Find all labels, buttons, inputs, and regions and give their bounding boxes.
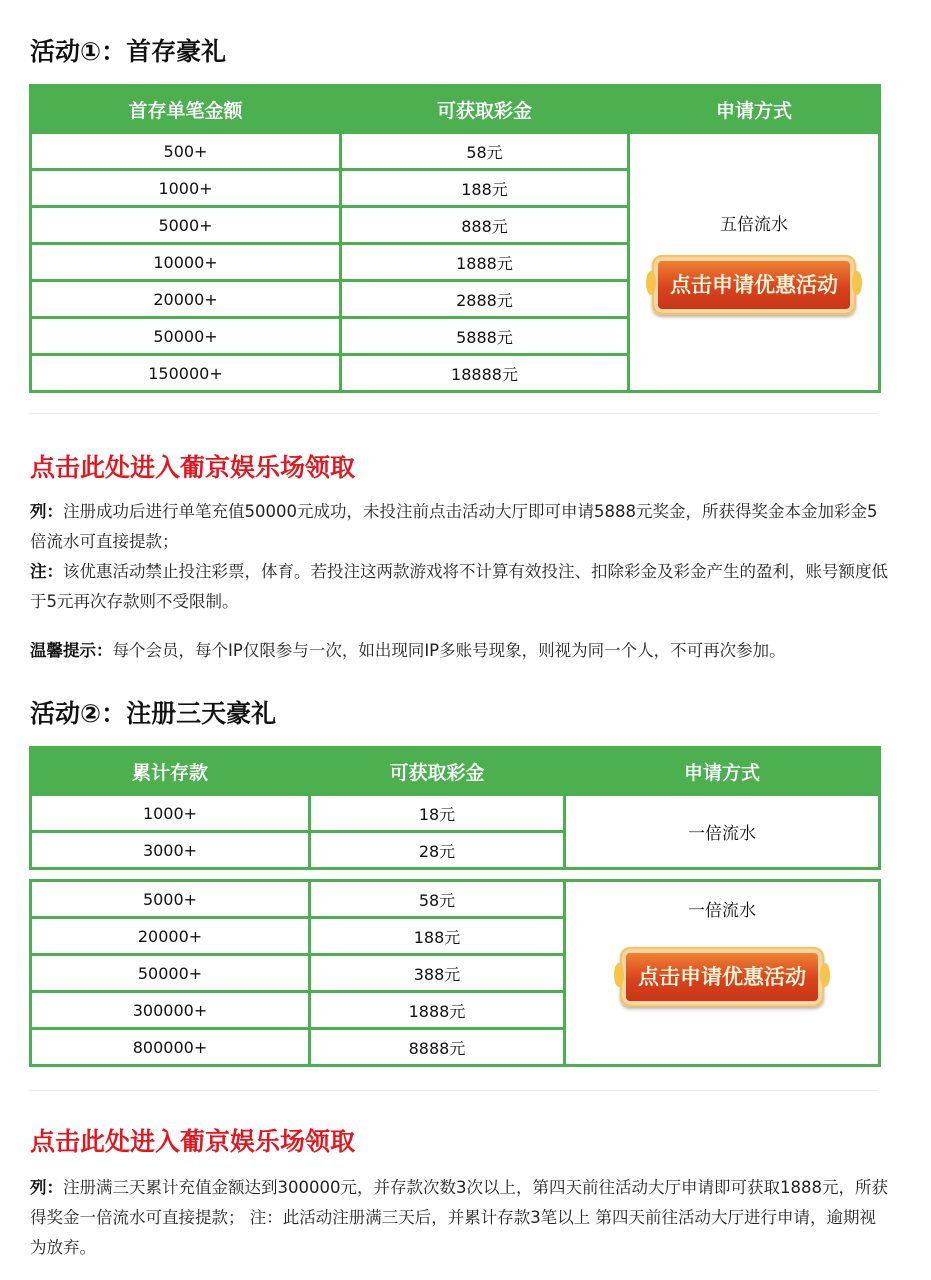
bonus-cell: 888元 [341,207,629,244]
deposit-cell: 800000+ [31,1029,310,1066]
activity2-title: 活动②：注册三天豪礼 [30,699,277,728]
deposit-cell: 10000+ [31,244,341,281]
activity1-tip [30,636,888,666]
header-bonus: 可获取彩金 [341,86,629,133]
bonus-cell: 28元 [310,832,565,869]
bonus-cell: 58元 [341,133,629,170]
example-text: 注册满三天累计充值金额达到300000元，并存款次数3次以上，第四天前往活动大厅申请即可获取1888元，所获得奖金一倍流水可直接提款； 注：此活动注册满三天后，并累计存款3笔以上 第四天前往活动大厅进行申请，逾期视为放弃。 [30,1178,888,1257]
divider [29,1090,878,1091]
deposit-cell: 3000+ [31,832,310,869]
activity1-rules [30,497,888,617]
wager-requirement: 五倍流水 [720,214,788,235]
method-cell [565,881,880,1066]
deposit-cell: 1000+ [31,795,310,832]
activity1-table [29,84,881,393]
wager-requirement: 一倍流水 [688,824,756,844]
tip-label: 温馨提示： [30,641,113,660]
activity2-table-b [29,879,881,1067]
restriction-label: 注： [30,562,63,581]
bonus-cell: 1888元 [310,992,565,1029]
bonus-cell: 2888元 [341,281,629,318]
header-method: 申请方式 [565,748,880,795]
header-deposit: 首存单笔金额 [31,86,341,133]
bonus-cell: 188元 [310,918,565,955]
deposit-cell: 500+ [31,133,341,170]
activity2-table-a [29,746,881,870]
header-method: 申请方式 [629,86,880,133]
apply-promo-button[interactable]: 点击申请优惠活动 [620,947,824,1007]
restriction-note [30,557,888,617]
enter-casino-link[interactable]: 点击此处进入葡京娱乐场领取 [30,1127,356,1156]
method-cell [565,795,880,869]
deposit-cell: 5000+ [31,207,341,244]
activity2-rules [30,1173,888,1263]
header-cumulative-deposit: 累计存款 [31,748,310,795]
bonus-cell: 188元 [341,170,629,207]
deposit-cell: 1000+ [31,170,341,207]
apply-promo-button[interactable]: 点击申请优惠活动 [652,255,856,315]
bonus-cell: 58元 [310,881,565,918]
method-cell [629,133,880,392]
example-note [30,497,888,557]
bonus-cell: 8888元 [310,1029,565,1066]
deposit-cell: 50000+ [31,955,310,992]
deposit-cell: 300000+ [31,992,310,1029]
deposit-cell: 20000+ [31,918,310,955]
deposit-cell: 50000+ [31,318,341,355]
deposit-cell: 20000+ [31,281,341,318]
bonus-cell: 18元 [310,795,565,832]
enter-casino-link[interactable]: 点击此处进入葡京娱乐场领取 [30,453,356,482]
deposit-cell: 150000+ [31,355,341,392]
bonus-cell: 18888元 [341,355,629,392]
table-row [31,795,880,832]
example-label: 列： [30,502,63,521]
table-row [31,881,880,918]
tip-text: 每个会员，每个IP仅限参与一次，如出现同IP多账号现象，则视为同一个人，不可再次参加。 [112,641,786,660]
example-label: 列： [30,1178,63,1197]
activity1-title: 活动①：首存豪礼 [30,37,227,66]
example-text: 注册成功后进行单笔充值50000元成功，未投注前点击活动大厅即可申请5888元奖金，所获得奖金本金加彩金5倍流水可直接提款； [30,502,878,551]
wager-requirement: 一倍流水 [688,901,756,921]
bonus-cell: 388元 [310,955,565,992]
divider [29,413,878,414]
restriction-text: 该优惠活动禁止投注彩票，体育。若投注这两款游戏将不计算有效投注、扣除彩金及彩金产生的盈利，账号额度低于5元再次存款则不受限制。 [30,562,888,611]
header-bonus: 可获取彩金 [310,748,565,795]
bonus-cell: 5888元 [341,318,629,355]
bonus-cell: 1888元 [341,244,629,281]
deposit-cell: 5000+ [31,881,310,918]
table-row [31,133,880,170]
